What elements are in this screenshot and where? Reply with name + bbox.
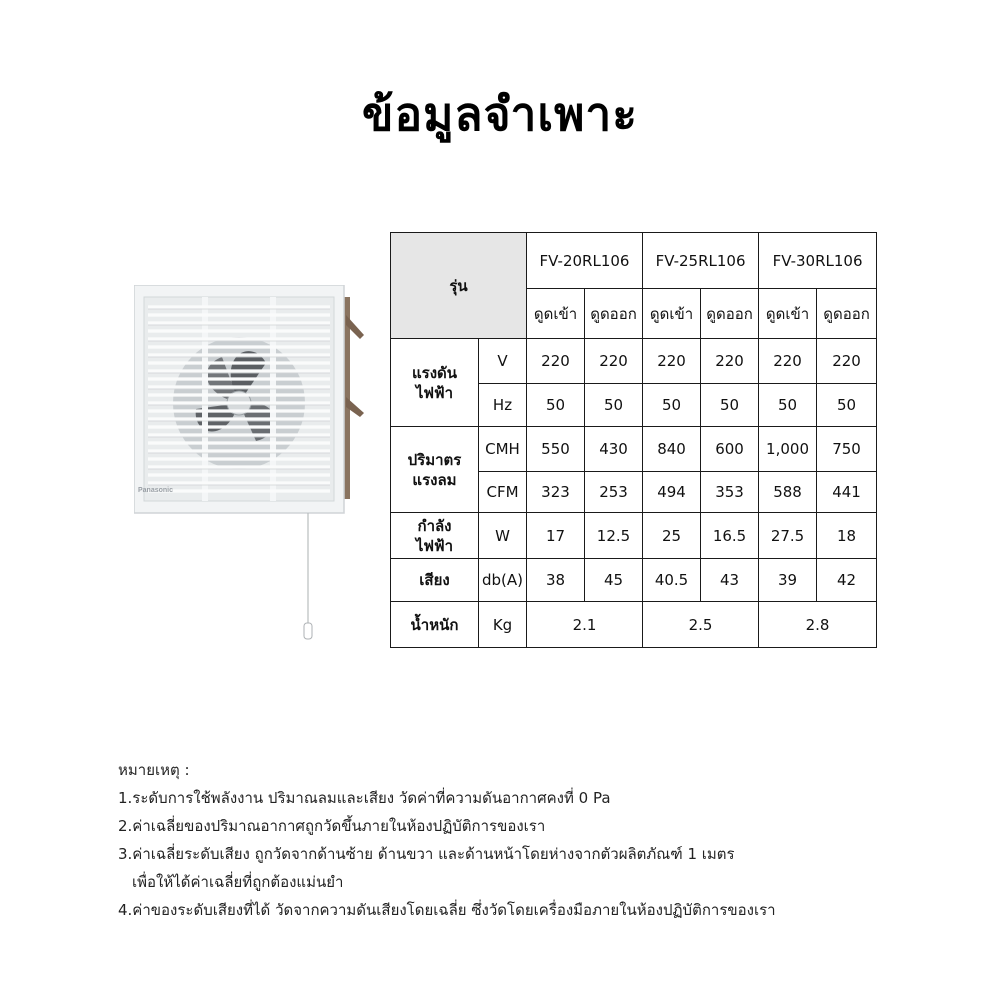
mode-label: ดูดออก	[701, 289, 759, 339]
table-cell: 50	[701, 384, 759, 427]
table-cell: 750	[817, 427, 877, 472]
power-label: กำลัง ไฟฟ้า	[391, 513, 479, 559]
table-cell: 38	[527, 559, 585, 602]
table-cell: 441	[817, 472, 877, 513]
table-cell: 323	[527, 472, 585, 513]
table-cell: 42	[817, 559, 877, 602]
page-title: ข้อมูลจำเพาะ	[362, 87, 638, 141]
table-cell: 430	[585, 427, 643, 472]
model-header-label: รุ่น	[391, 233, 527, 339]
table-cell: 220	[759, 339, 817, 384]
unit-w: W	[479, 513, 527, 559]
mode-label: ดูดเข้า	[527, 289, 585, 339]
table-cell: 50	[585, 384, 643, 427]
table-cell: 353	[701, 472, 759, 513]
table-cell: 50	[817, 384, 877, 427]
unit-cfm: CFM	[479, 472, 527, 513]
notes-heading: หมายเหตุ :	[118, 761, 190, 779]
unit-db: db(A)	[479, 559, 527, 602]
model-name: FV-30RL106	[759, 233, 877, 289]
notes-section	[118, 756, 978, 924]
note-item: 1.ระดับการใช้พลังงาน ปริมาณลมและเสียง วัดค่าที่ความดันอากาศคงที่ 0 Pa	[118, 789, 611, 807]
table-cell: 2.8	[759, 602, 877, 648]
table-cell: 27.5	[759, 513, 817, 559]
brand-logo: Panasonic	[138, 487, 174, 494]
note-item-continuation: เพื่อให้ได้ค่าเฉลี่ยที่ถูกต้องแม่นยำ	[132, 873, 344, 891]
table-cell: 2.1	[527, 602, 643, 648]
table-cell: 588	[759, 472, 817, 513]
table-cell: 50	[643, 384, 701, 427]
noise-label: เสียง	[391, 559, 479, 602]
table-cell: 50	[759, 384, 817, 427]
table-cell: 17	[527, 513, 585, 559]
note-item: 4.ค่าของระดับเสียงที่ได้ วัดจากความดันเสียงโดยเฉลี่ย ซึ่งวัดโดยเครื่องมือภายในห้องปฏิบัติการของเรา	[118, 901, 776, 919]
note-item: 2.ค่าเฉลี่ยของปริมาณอากาศถูกวัดขึ้นภายในห้องปฏิบัติการของเรา	[118, 817, 546, 835]
table-cell: 220	[817, 339, 877, 384]
table-cell: 18	[817, 513, 877, 559]
weight-label: น้ำหนัก	[391, 602, 479, 648]
ventilation-fan-icon	[134, 285, 366, 650]
model-name: FV-20RL106	[527, 233, 643, 289]
table-cell: 50	[527, 384, 585, 427]
table-cell: 2.5	[643, 602, 759, 648]
unit-hz: Hz	[479, 384, 527, 427]
voltage-label: แรงดัน ไฟฟ้า	[391, 339, 479, 427]
mode-label: ดูดเข้า	[759, 289, 817, 339]
table-cell: 40.5	[643, 559, 701, 602]
table-cell: 45	[585, 559, 643, 602]
spec-table	[390, 232, 877, 648]
table-cell: 43	[701, 559, 759, 602]
table-cell: 220	[527, 339, 585, 384]
unit-v: V	[479, 339, 527, 384]
unit-kg: Kg	[479, 602, 527, 648]
table-cell: 253	[585, 472, 643, 513]
table-cell: 1,000	[759, 427, 817, 472]
table-cell: 840	[643, 427, 701, 472]
mode-label: ดูดออก	[585, 289, 643, 339]
model-name: FV-25RL106	[643, 233, 759, 289]
table-cell: 220	[701, 339, 759, 384]
mode-label: ดูดเข้า	[643, 289, 701, 339]
table-cell: 220	[585, 339, 643, 384]
table-cell: 550	[527, 427, 585, 472]
table-cell: 600	[701, 427, 759, 472]
mode-label: ดูดออก	[817, 289, 877, 339]
note-item: 3.ค่าเฉลี่ยระดับเสียง ถูกวัดจากด้านซ้าย ด้านขวา และด้านหน้าโดยห่างจากตัวผลิตภัณฑ์ 1 เมตร	[118, 845, 735, 863]
airflow-label: ปริมาตร แรงลม	[391, 427, 479, 513]
unit-cmh: CMH	[479, 427, 527, 472]
table-cell: 220	[643, 339, 701, 384]
table-cell: 39	[759, 559, 817, 602]
table-cell: 12.5	[585, 513, 643, 559]
table-cell: 25	[643, 513, 701, 559]
table-cell: 494	[643, 472, 701, 513]
table-cell: 16.5	[701, 513, 759, 559]
